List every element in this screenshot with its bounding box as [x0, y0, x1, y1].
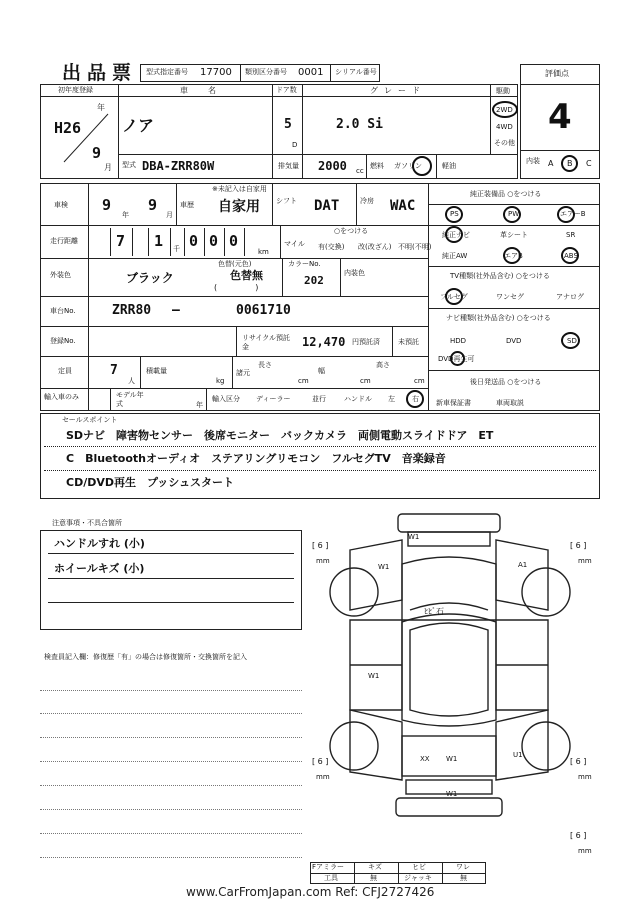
- equip-ps-circle: [445, 206, 463, 223]
- mark-side: W1: [368, 672, 380, 680]
- thousand-unit: 千: [173, 245, 180, 253]
- category-label: 類別区分番号: [245, 68, 287, 76]
- later-title: 後日発送品 ○をつける: [470, 378, 542, 386]
- doors-label: ドア数: [276, 86, 297, 94]
- right-handle-circle: [406, 390, 424, 408]
- tire-rear-left-value: 6: [317, 757, 323, 766]
- color-no-label: カラーNo.: [288, 260, 321, 268]
- later-warranty: 新車保証書: [436, 399, 471, 407]
- fuel-label: 燃料: [370, 162, 384, 170]
- tire-front-right-unit: mm: [578, 557, 592, 565]
- recycle-status-deposited: 円預託済: [352, 338, 380, 346]
- equip-leather: 革シート: [500, 231, 528, 239]
- tire-front-left: [ 6 ]: [312, 541, 329, 550]
- legend-jack-value: 無: [460, 874, 467, 882]
- watermark: www.CarFromJapan.com Ref: CFJ2727426: [186, 885, 435, 899]
- navi-title: ナビ種類(社外品含む) ○をつける: [446, 314, 551, 322]
- score-value: 4: [548, 97, 572, 137]
- shaken-month-unit: 月: [166, 211, 173, 219]
- left-handle: 左: [388, 395, 395, 403]
- mileage-digit-1: 7: [116, 232, 126, 250]
- mark-rear-xx: XX: [420, 755, 430, 763]
- model-code: 17700: [200, 67, 232, 78]
- grade-label: グレード: [370, 86, 426, 95]
- legend-crack: ヒビ: [412, 863, 426, 871]
- capacity-value: 7: [110, 363, 118, 378]
- registration-label: 登録No.: [50, 337, 76, 345]
- recycle-amount: 12,470: [302, 335, 346, 349]
- legend-break: ワレ: [456, 863, 470, 871]
- model-year-label: モデル年式: [116, 391, 144, 408]
- first-reg-year: H26: [54, 119, 82, 137]
- drive-2wd-circle: [492, 101, 518, 118]
- car-name-label: 車名: [180, 86, 236, 95]
- swap-option-1: 有(交換): [318, 243, 345, 251]
- dvd-playback: DVD再生可: [438, 355, 475, 363]
- color-change-paren: ( ): [214, 283, 259, 292]
- drive-2wd: 2WD: [496, 106, 513, 114]
- car-name: ノア: [122, 116, 155, 135]
- navi-hdd: HDD: [450, 337, 467, 345]
- mark-rear-right: U1: [513, 751, 523, 759]
- equip-aw: 純正AW: [442, 252, 468, 260]
- tire-spare-unit: mm: [578, 847, 592, 855]
- color-change-label: 色替(元色): [218, 260, 252, 268]
- first-reg-year-unit: 年: [97, 103, 105, 112]
- equip-airbag-circle: [503, 247, 521, 264]
- tire-rear-left-unit: mm: [316, 773, 330, 781]
- swap-option-2: 改(改ざん): [358, 243, 392, 251]
- equip-abs: ABS: [564, 252, 578, 260]
- equip-airbag: エアB: [504, 252, 523, 260]
- load-label: 積載量: [146, 367, 167, 375]
- chassis-number: 0061710: [236, 303, 291, 318]
- drive-other: その他: [494, 139, 515, 147]
- parallel-label: 並行: [312, 395, 326, 403]
- chassis-label: 車台No.: [50, 307, 76, 315]
- height-label: 高さ: [376, 361, 390, 369]
- mileage-digit-2: 1: [154, 232, 164, 250]
- width-unit: cm: [360, 377, 371, 385]
- usage-value: 自家用: [218, 199, 260, 215]
- first-reg-label: 初年度登録: [58, 86, 93, 94]
- import-label: 輸入車のみ: [44, 393, 79, 401]
- mileage-label: 走行距離: [50, 237, 78, 245]
- date-divider: [60, 112, 110, 164]
- tire-front-left-value: 6: [317, 541, 323, 550]
- tv-oneseg: ワンセグ: [496, 293, 524, 301]
- color-change-value: 色替無: [230, 269, 263, 282]
- shift-value: DAT: [314, 198, 340, 214]
- shaken-month: 9: [148, 196, 158, 214]
- tire-rear-right-value: 6: [575, 757, 581, 766]
- recycle-label: リサイクル預託金: [242, 334, 291, 351]
- displacement-unit: cc: [356, 167, 364, 175]
- notes-label: 注意事項・不具合箇所: [52, 519, 122, 527]
- handle-label: ハンドル: [344, 395, 372, 403]
- dealer-label: ディーラー: [256, 395, 291, 403]
- shift-label: シフト: [276, 197, 297, 205]
- mark-roof-front: W1: [408, 533, 420, 541]
- tire-front-left-unit: mm: [316, 557, 330, 565]
- color-value: ブラック: [126, 271, 174, 285]
- mark-rear-w1: W1: [446, 755, 458, 763]
- chassis-prefix: ZRR80: [112, 303, 152, 318]
- history-label: 車歴: [180, 201, 194, 209]
- navi-sd-circle: [561, 332, 580, 349]
- import-class-label: 輸入区分: [212, 395, 240, 403]
- recycle-status-not: 未預託: [398, 338, 419, 346]
- chassis-dash: –: [172, 303, 180, 318]
- right-handle: 右: [412, 395, 419, 403]
- history-note: ※未記入は自家用: [212, 185, 267, 193]
- mileage-digit-3: 0: [189, 232, 199, 250]
- equip-airbag-front: エアーB: [560, 210, 586, 218]
- ac-value: WAC: [390, 198, 416, 214]
- swap-option-3: 不明(不明): [398, 243, 432, 251]
- navi-dvd: DVD: [506, 337, 522, 345]
- sales-points-line-2: C Bluetoothオーディオ ステアリングリモコン フルセグTV 音楽録音: [66, 452, 446, 465]
- drive-4wd: 4WD: [496, 123, 513, 131]
- tire-rear-left: [ 6 ]: [312, 757, 329, 766]
- tire-rear-right: [ 6 ]: [570, 757, 587, 766]
- displacement-value: 2000: [318, 159, 347, 173]
- legend-tools-value: 無: [370, 874, 377, 882]
- interior-grade-circle: [561, 155, 578, 172]
- mark-hood: ﾋﾋﾞ石: [424, 607, 444, 616]
- notes-line-2: ホイールキズ (小): [54, 562, 145, 575]
- interior-grade-b: B: [567, 159, 573, 168]
- mileage-digit-5: 0: [229, 232, 239, 250]
- length-label: 長さ: [258, 361, 272, 369]
- type-label: 型式: [122, 161, 136, 169]
- load-unit: kg: [216, 377, 225, 385]
- tire-spare: [ 6 ]: [570, 831, 587, 840]
- km-unit: km: [258, 248, 269, 256]
- equip-airbag-front-circle: [557, 206, 575, 223]
- equip-pw-circle: [503, 206, 521, 223]
- inspector-label: 検査員記入欄：修復歴「有」の場合は修復箇所・交換箇所を記入: [44, 653, 247, 661]
- grade-value: 2.0 Si: [336, 117, 383, 132]
- tv-analog: アナログ: [556, 293, 584, 301]
- diesel-label: 軽油: [442, 162, 456, 170]
- doors-value: 5: [284, 117, 292, 132]
- shaken-year-unit: 年: [122, 211, 129, 219]
- legend-jack: ジャッキ: [404, 874, 432, 882]
- interior-color-label: 内装色: [344, 269, 365, 277]
- form-title: 出品票: [62, 62, 138, 84]
- navi-sd: SD: [567, 337, 577, 345]
- doors-unit: D: [292, 141, 298, 149]
- equip-pw: PW: [508, 210, 520, 218]
- ac-label: 冷房: [360, 197, 374, 205]
- sales-points-line-3: CD/DVD再生 プッシュスタート: [66, 476, 235, 489]
- color-label: 外装色: [50, 271, 71, 279]
- later-manual: 車両取説: [496, 399, 524, 407]
- width-label: 幅: [318, 367, 325, 375]
- equip-navi-circle: [445, 226, 463, 243]
- equip-sr: SR: [566, 231, 576, 239]
- legend-tools: 工具: [324, 874, 338, 882]
- tv-fullseg-circle: [445, 288, 463, 305]
- tire-front-right: [ 6 ]: [570, 541, 587, 550]
- mark-front-right: A1: [518, 561, 528, 569]
- tire-front-right-value: 6: [575, 541, 581, 550]
- equip-navi: 純正ナビ: [442, 231, 470, 239]
- notes-line-1: ハンドルすれ (小): [54, 537, 145, 550]
- drive-label: 駆動: [496, 87, 510, 95]
- tire-rear-right-unit: mm: [578, 773, 592, 781]
- equip-ps: PS: [450, 210, 459, 218]
- first-reg-month: 9: [92, 144, 102, 162]
- interior-grade-label: 内装: [526, 157, 540, 165]
- interior-grade-c: C: [586, 159, 592, 168]
- sales-points-label: セールスポイント: [62, 416, 118, 424]
- mileage-digit-4: 0: [209, 232, 219, 250]
- interior-grade-a: A: [548, 159, 554, 168]
- length-unit: cm: [298, 377, 309, 385]
- swap-note: ○をつける: [334, 227, 369, 235]
- capacity-label: 定員: [58, 367, 72, 375]
- equipment-title: 純正装備品 ○をつける: [470, 190, 542, 198]
- mark-rear-bottom: W1: [446, 790, 458, 798]
- legend-scratch: キズ: [368, 863, 382, 871]
- dvd-playback-circle: [450, 351, 465, 366]
- capacity-unit: 人: [128, 377, 135, 385]
- car-damage-diagram: [310, 510, 590, 850]
- tv-fullseg: フルセグ: [440, 293, 468, 301]
- category-number: 0001: [298, 67, 324, 78]
- serial-label: シリアル番号: [335, 68, 377, 76]
- model-year-unit: 年: [196, 401, 203, 409]
- shaken-year: 9: [102, 196, 112, 214]
- shaken-label: 車検: [54, 201, 68, 209]
- height-unit: cm: [414, 377, 425, 385]
- score-label: 評価点: [545, 69, 569, 78]
- type-value: DBA-ZRR80W: [142, 159, 215, 173]
- mark-front-left: W1: [378, 563, 390, 571]
- mile-label: マイル: [284, 240, 305, 248]
- legend-mirror: Fアミラー: [312, 863, 345, 871]
- sales-points-line-1: SDナビ 障害物センサー 後席モニター バックカメラ 両側電動スライドドア ET: [66, 429, 494, 442]
- tv-title: TV種類(社外品含む) ○をつける: [450, 272, 550, 280]
- first-reg-month-unit: 月: [104, 163, 112, 172]
- displacement-label: 排気量: [278, 162, 299, 170]
- model-code-label: 型式指定番号: [146, 68, 188, 76]
- color-no-value: 202: [304, 274, 324, 287]
- fuel-gasoline: ガソリン: [394, 162, 422, 170]
- dims-label: 諸元: [236, 369, 250, 377]
- fuel-circle: [412, 156, 432, 176]
- equip-abs-circle: [561, 247, 579, 264]
- tire-spare-value: 6: [575, 831, 581, 840]
